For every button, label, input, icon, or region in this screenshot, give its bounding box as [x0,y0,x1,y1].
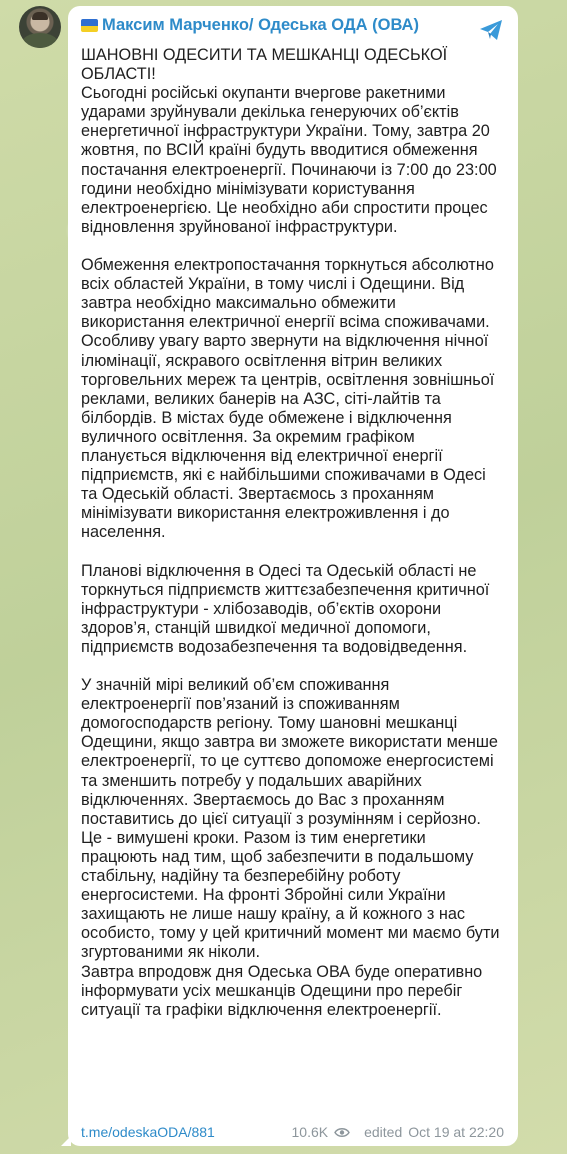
channel-header[interactable] [81,16,419,35]
message-meta [292,1124,504,1140]
message-text [81,46,511,1020]
message-paragraph: Обмеження електропостачання торкнуться абсолютно всіх областей України, в тому числі і Одещини. Від завтра необхідно максимально обмежити використання електричної енергії всіма споживачами. Особливу увагу варто звернути на відключення нічної ілюмінації, яскравого освітлення вітрин великих торговельних мереж та центрів, освітлення зовнішньої реклами, великих банерів на АЗС, сіті-лайтів та білбордів. В містах буде обмежене і відключення вуличного освітлення. За окремим графіком планується відключення від електричної енергії підприємств, які є найбільшими споживачами в Одесі та Одеській області. Звертаємось з проханням мінімізувати використання електроживлення і до населення. [81,256,495,542]
share-icon[interactable] [478,18,504,42]
message-paragraph: У значній мірі великий об’єм споживання електроенергії пов’язаний із споживанням домогосподарств регіону. Тому шановні мешканці Одещини, якщо завтра ви зможете використати менше електроенергії, то це суттєво допоможе енергосистемі та зменшить потребу у подальших аварійних відключеннях. Звертаємось до Вас з проханням поставитись до цієї ситуації з розумінням і серйозно. Це - вимушені кроки. Разом із тим енергетики працюють над тим, щоб забезпечити в подальшому стабільну, надійну та безперебійну роботу енергосистеми. На фронті Збройні сили України захищають не лише нашу країну, а й кожного з нас особисто, тому у цей критичний момент ми маємо бути згуртованими як ніколи. Завтра впродовж дня Одеська ОВА буде оперативно інформувати усіх мешканців Одещини про перебіг ситуації та графіки відключення електроенергії. [81,676,500,1019]
timestamp: Oct 19 at 22:20 [408,1124,504,1140]
post-link[interactable]: t.me/odeskaODA/881 [81,1124,215,1140]
view-count: 10.6K [291,1124,329,1140]
message-paragraph: Планові відключення в Одесі та Одеській області не торкнуться підприємств життєзабезпечення критичної інфраструктури - хлібозаводів, об’єктів охорони здоров’я, станцій швидкої медичної допомоги, підприємств водозабезпечення та водовідведення. [81,561,490,656]
edited-label: edited [364,1124,403,1140]
message-paragraph: ШАНОВНІ ОДЕСИТИ ТА МЕШКАНЦІ ОДЕСЬКОЇ ОБЛАСТІ! Сьогодні російські окупанти вчергове ракетними ударами зруйнували декілька генеруючих об’єктів енергетичної інфраструктури України. Тому, завтра 20 жовтня, по ВСІЙ країні будуть вводитися обмеження постачання електроенергії. Починаючи із 7:00 до 23:00 години необхідно мінімізувати користування електроенергією. Це необхідно аби спростити процес відновлення зруйнованої інфраструктури. [81,46,497,236]
message-bubble [68,6,518,1146]
ukraine-flag-icon [81,19,98,32]
eye-icon [334,1127,350,1138]
message-footer [81,1124,504,1144]
avatar[interactable] [19,6,61,48]
channel-name[interactable]: Максим Марченко/ Одеська ОДА (ОВА) [102,16,419,34]
